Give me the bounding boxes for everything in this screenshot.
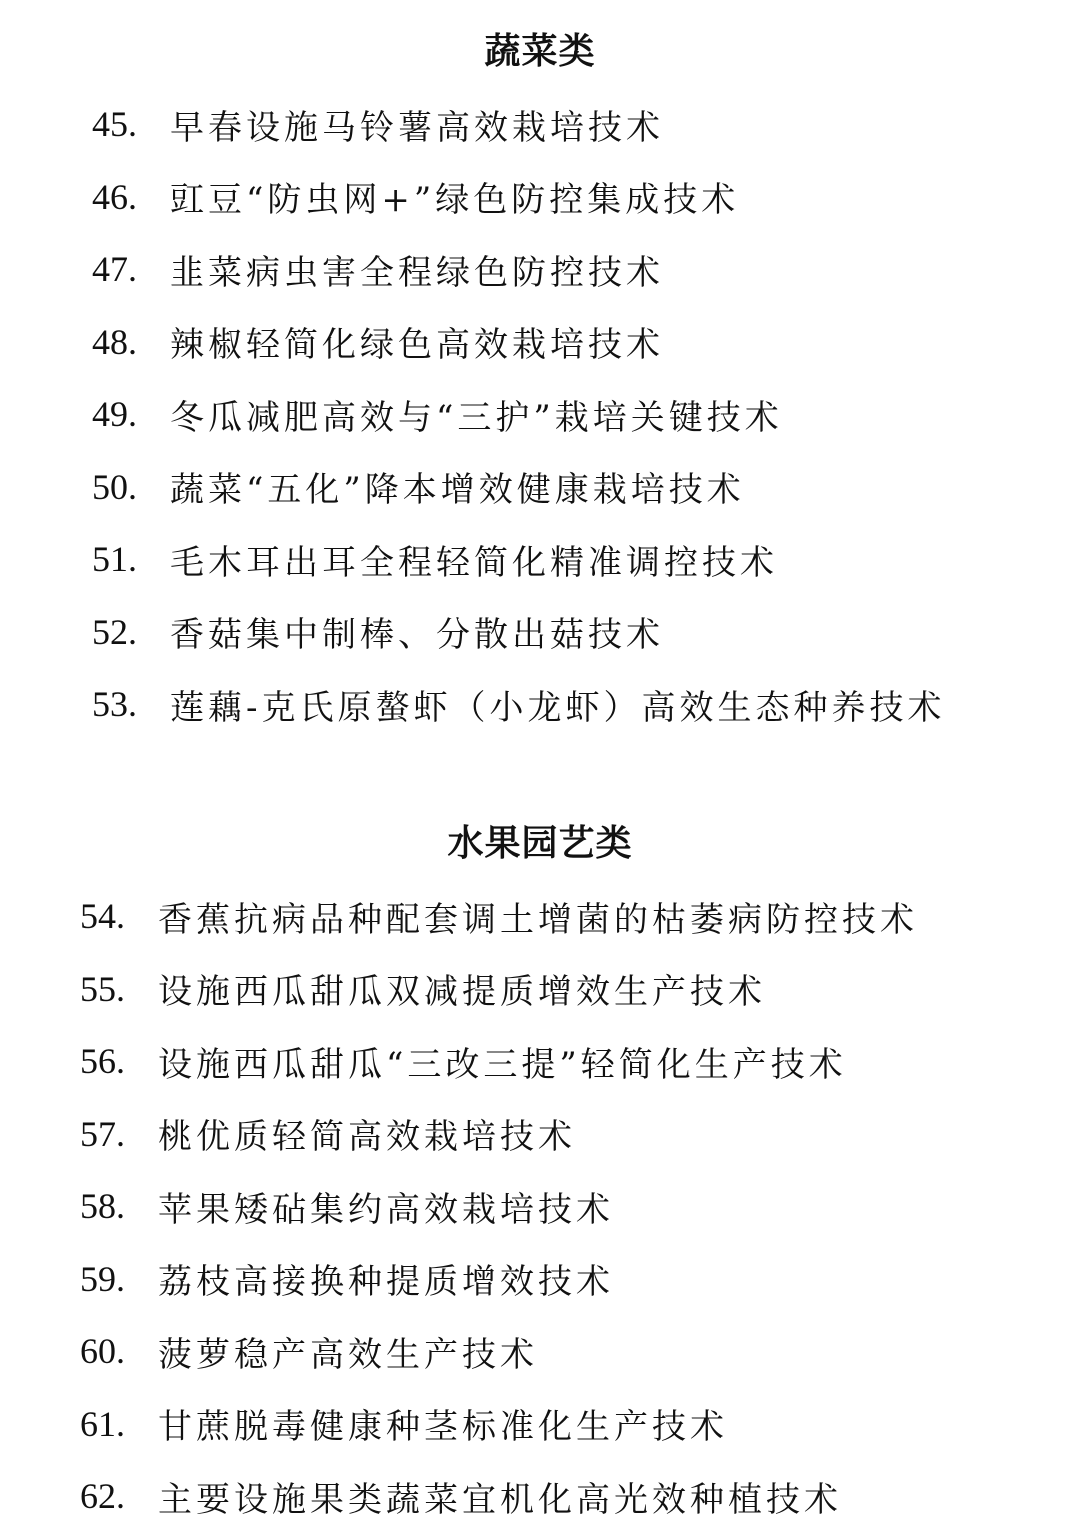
- item-number: 57.: [80, 1113, 125, 1154]
- item-text: 莲藕-克氏原螯虾（小龙虾）高效生态种养技术: [170, 687, 946, 728]
- list-item: [80, 1170, 918, 1243]
- item-text: 桃优质轻简高效栽培技术: [158, 1117, 576, 1158]
- list-item: [92, 596, 946, 669]
- item-number: 56.: [80, 1041, 125, 1082]
- item-text: 甘蔗脱毒健康种茎标准化生产技术: [158, 1407, 728, 1448]
- item-number: 52.: [92, 611, 137, 652]
- technology-list-fruit-horticulture: [80, 880, 918, 1533]
- item-number: 53.: [92, 684, 137, 725]
- item-text: 主要设施果类蔬菜宜机化高光效种植技术: [158, 1479, 842, 1520]
- item-text: 冬瓜减肥高效与“三护”栽培关键技术: [170, 397, 783, 438]
- item-number: 62.: [80, 1476, 125, 1517]
- list-item: [80, 880, 918, 953]
- item-number: 51.: [92, 539, 137, 580]
- item-number: 55.: [80, 968, 125, 1009]
- item-number: 58.: [80, 1186, 125, 1227]
- item-number: 46.: [92, 176, 137, 217]
- list-item: [80, 1315, 918, 1388]
- list-item: [80, 953, 918, 1026]
- list-item: [92, 378, 946, 451]
- item-text: 香菇集中制棒、分散出菇技术: [170, 615, 664, 656]
- list-item: [92, 88, 946, 161]
- list-item: [80, 1388, 918, 1461]
- list-item: [80, 1243, 918, 1316]
- item-text: 豇豆“防虫网+”绿色防控集成技术: [170, 180, 740, 221]
- item-number: 49.: [92, 394, 137, 435]
- section-title-fruit-horticulture: 水果园艺类: [447, 823, 633, 864]
- item-text: 香蕉抗病品种配套调土增菌的枯萎病防控技术: [158, 899, 918, 940]
- item-text: 设施西瓜甜瓜“三改三提”轻简化生产技术: [158, 1044, 847, 1085]
- list-item: [92, 451, 946, 524]
- section-title-vegetables: 蔬菜类: [484, 31, 596, 72]
- item-number: 60.: [80, 1331, 125, 1372]
- list-item: [80, 1025, 918, 1098]
- item-text: 设施西瓜甜瓜双减提质增效生产技术: [158, 972, 766, 1013]
- item-number: 59.: [80, 1258, 125, 1299]
- list-item: [92, 161, 946, 234]
- list-item: [92, 306, 946, 379]
- item-number: 54.: [80, 896, 125, 937]
- list-item: [92, 523, 946, 596]
- item-text: 荔枝高接换种提质增效技术: [158, 1262, 614, 1303]
- item-number: 45.: [92, 104, 137, 145]
- item-text: 辣椒轻简化绿色高效栽培技术: [170, 325, 664, 366]
- item-text: 毛木耳出耳全程轻简化精准调控技术: [170, 542, 778, 583]
- item-number: 61.: [80, 1403, 125, 1444]
- item-number: 50.: [92, 466, 137, 507]
- item-text: 早春设施马铃薯高效栽培技术: [170, 107, 664, 148]
- list-item: [92, 668, 946, 741]
- list-item: [92, 233, 946, 306]
- item-text: 苹果矮砧集约高效栽培技术: [158, 1189, 614, 1230]
- item-text: 菠萝稳产高效生产技术: [158, 1334, 538, 1375]
- item-text: 韭菜病虫害全程绿色防控技术: [170, 252, 664, 293]
- list-item: [80, 1098, 918, 1171]
- item-number: 48.: [92, 321, 137, 362]
- item-text: 蔬菜“五化”降本增效健康栽培技术: [170, 470, 745, 511]
- item-number: 47.: [92, 249, 137, 290]
- technology-list-vegetables: [92, 88, 946, 741]
